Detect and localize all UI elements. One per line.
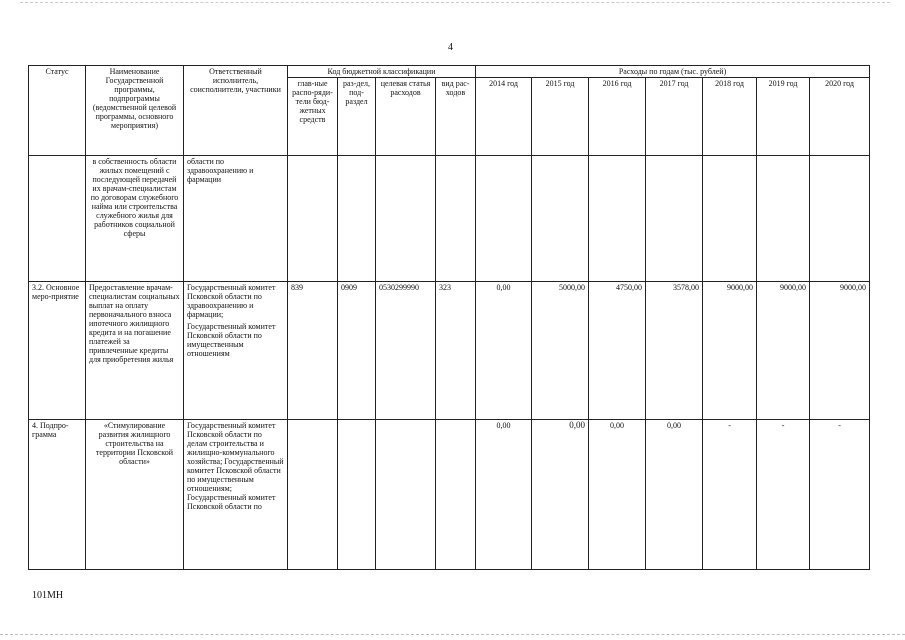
cell-value: 5000,00: [532, 282, 589, 420]
header-year-2014: 2014 год: [476, 78, 532, 156]
cell-value: [476, 156, 532, 282]
header-code-target: целевая статья расходов: [376, 78, 436, 156]
cell-value: 9000,00: [757, 282, 810, 420]
footer-code: 101МН: [32, 590, 64, 601]
cell-value: 0,00: [646, 420, 703, 570]
header-name: Наименование Государственной программы, подпрограммы (ведомственной целевой программы, основного мероприятия): [86, 66, 184, 156]
cell-value: [589, 156, 646, 282]
cell-code: 0909: [338, 282, 376, 420]
cell-value: 9000,00: [810, 282, 870, 420]
cell-code: [436, 156, 476, 282]
cell-responsible: Государственный комитет Псковской области по делам строительства и жилищно-коммунального хозяйства; Государственный комитет Псковской области по имущественным отношениям; Государственный комитет Псковской области по: [184, 420, 288, 570]
scan-edge-bottom: [0, 634, 905, 635]
cell-value: 9000,00: [703, 282, 757, 420]
responsible-line: Государственный комитет Псковской области по здравоохранению и фармации;: [187, 283, 276, 319]
responsible-line: Государственный комитет Псковской области по имущественным отношениям: [187, 322, 276, 358]
cell-code: [376, 156, 436, 282]
cell-value: -: [810, 420, 870, 570]
cell-responsible: области по здравоохранению и фармации: [184, 156, 288, 282]
cell-code: [338, 156, 376, 282]
cell-value: [757, 156, 810, 282]
cell-code: 0530299990: [376, 282, 436, 420]
cell-value: [810, 156, 870, 282]
header-row-top: [29, 66, 870, 78]
cell-status: 3.2. Основное меро-приятие: [29, 282, 86, 420]
cell-value: [532, 156, 589, 282]
cell-code: 839: [288, 282, 338, 420]
cell-code: [338, 420, 376, 570]
cell-responsible: [184, 282, 288, 420]
header-year-2020: 2020 год: [810, 78, 870, 156]
cell-name: «Стимулирование развития жилищного строительства на территории Псковской области»: [86, 420, 184, 570]
cell-value: 0,00: [532, 420, 589, 570]
cell-value: -: [757, 420, 810, 570]
header-code-section: раз-дел, под-раздел: [338, 78, 376, 156]
scan-edge-top: [20, 2, 890, 3]
cell-value: 4750,00: [589, 282, 646, 420]
cell-value: -: [703, 420, 757, 570]
header-year-2017: 2017 год: [646, 78, 703, 156]
cell-status: [29, 156, 86, 282]
cell-code: [376, 420, 436, 570]
cell-value: [646, 156, 703, 282]
table-row: [29, 282, 870, 420]
cell-code: [288, 156, 338, 282]
header-code-type: вид рас-ходов: [436, 78, 476, 156]
table-row: [29, 156, 870, 282]
cell-value: 0,00: [476, 420, 532, 570]
cell-value: 0,00: [589, 420, 646, 570]
cell-value: 0,00: [476, 282, 532, 420]
budget-table: [28, 65, 870, 570]
cell-code: [436, 420, 476, 570]
header-year-2016: 2016 год: [589, 78, 646, 156]
cell-name: в собственность области жилых помещений с последующей передачей их врачам-специалистам по договорам служебного найма или строительства служебного жилья для работников социальной сферы: [86, 156, 184, 282]
header-expenses: Расходы по годам (тыс. рублей): [476, 66, 870, 78]
cell-value: [703, 156, 757, 282]
cell-name: Предоставление врачам-специалистам социальных выплат на оплату первоначального взноса ипотечного жилищного кредита и на погашение платежей за привлеченные кредиты для приобретения жилья: [86, 282, 184, 420]
header-year-2015: 2015 год: [532, 78, 589, 156]
cell-code: [288, 420, 338, 570]
header-year-2019: 2019 год: [757, 78, 810, 156]
cell-status: 4. Подпро-грамма: [29, 420, 86, 570]
cell-code: 323: [436, 282, 476, 420]
cell-value: 3578,00: [646, 282, 703, 420]
header-budget-code: Код бюджетной классификации: [288, 66, 476, 78]
table-row: [29, 420, 870, 570]
header-status: Статус: [29, 66, 86, 156]
header-year-2018: 2018 год: [703, 78, 757, 156]
header-responsible: Ответственный исполнитель, соисполнители, участники: [184, 66, 288, 156]
header-code-gr: глав-ные распо-ряди-тели бюд-жетных средств: [288, 78, 338, 156]
page-number: 4: [448, 42, 453, 53]
